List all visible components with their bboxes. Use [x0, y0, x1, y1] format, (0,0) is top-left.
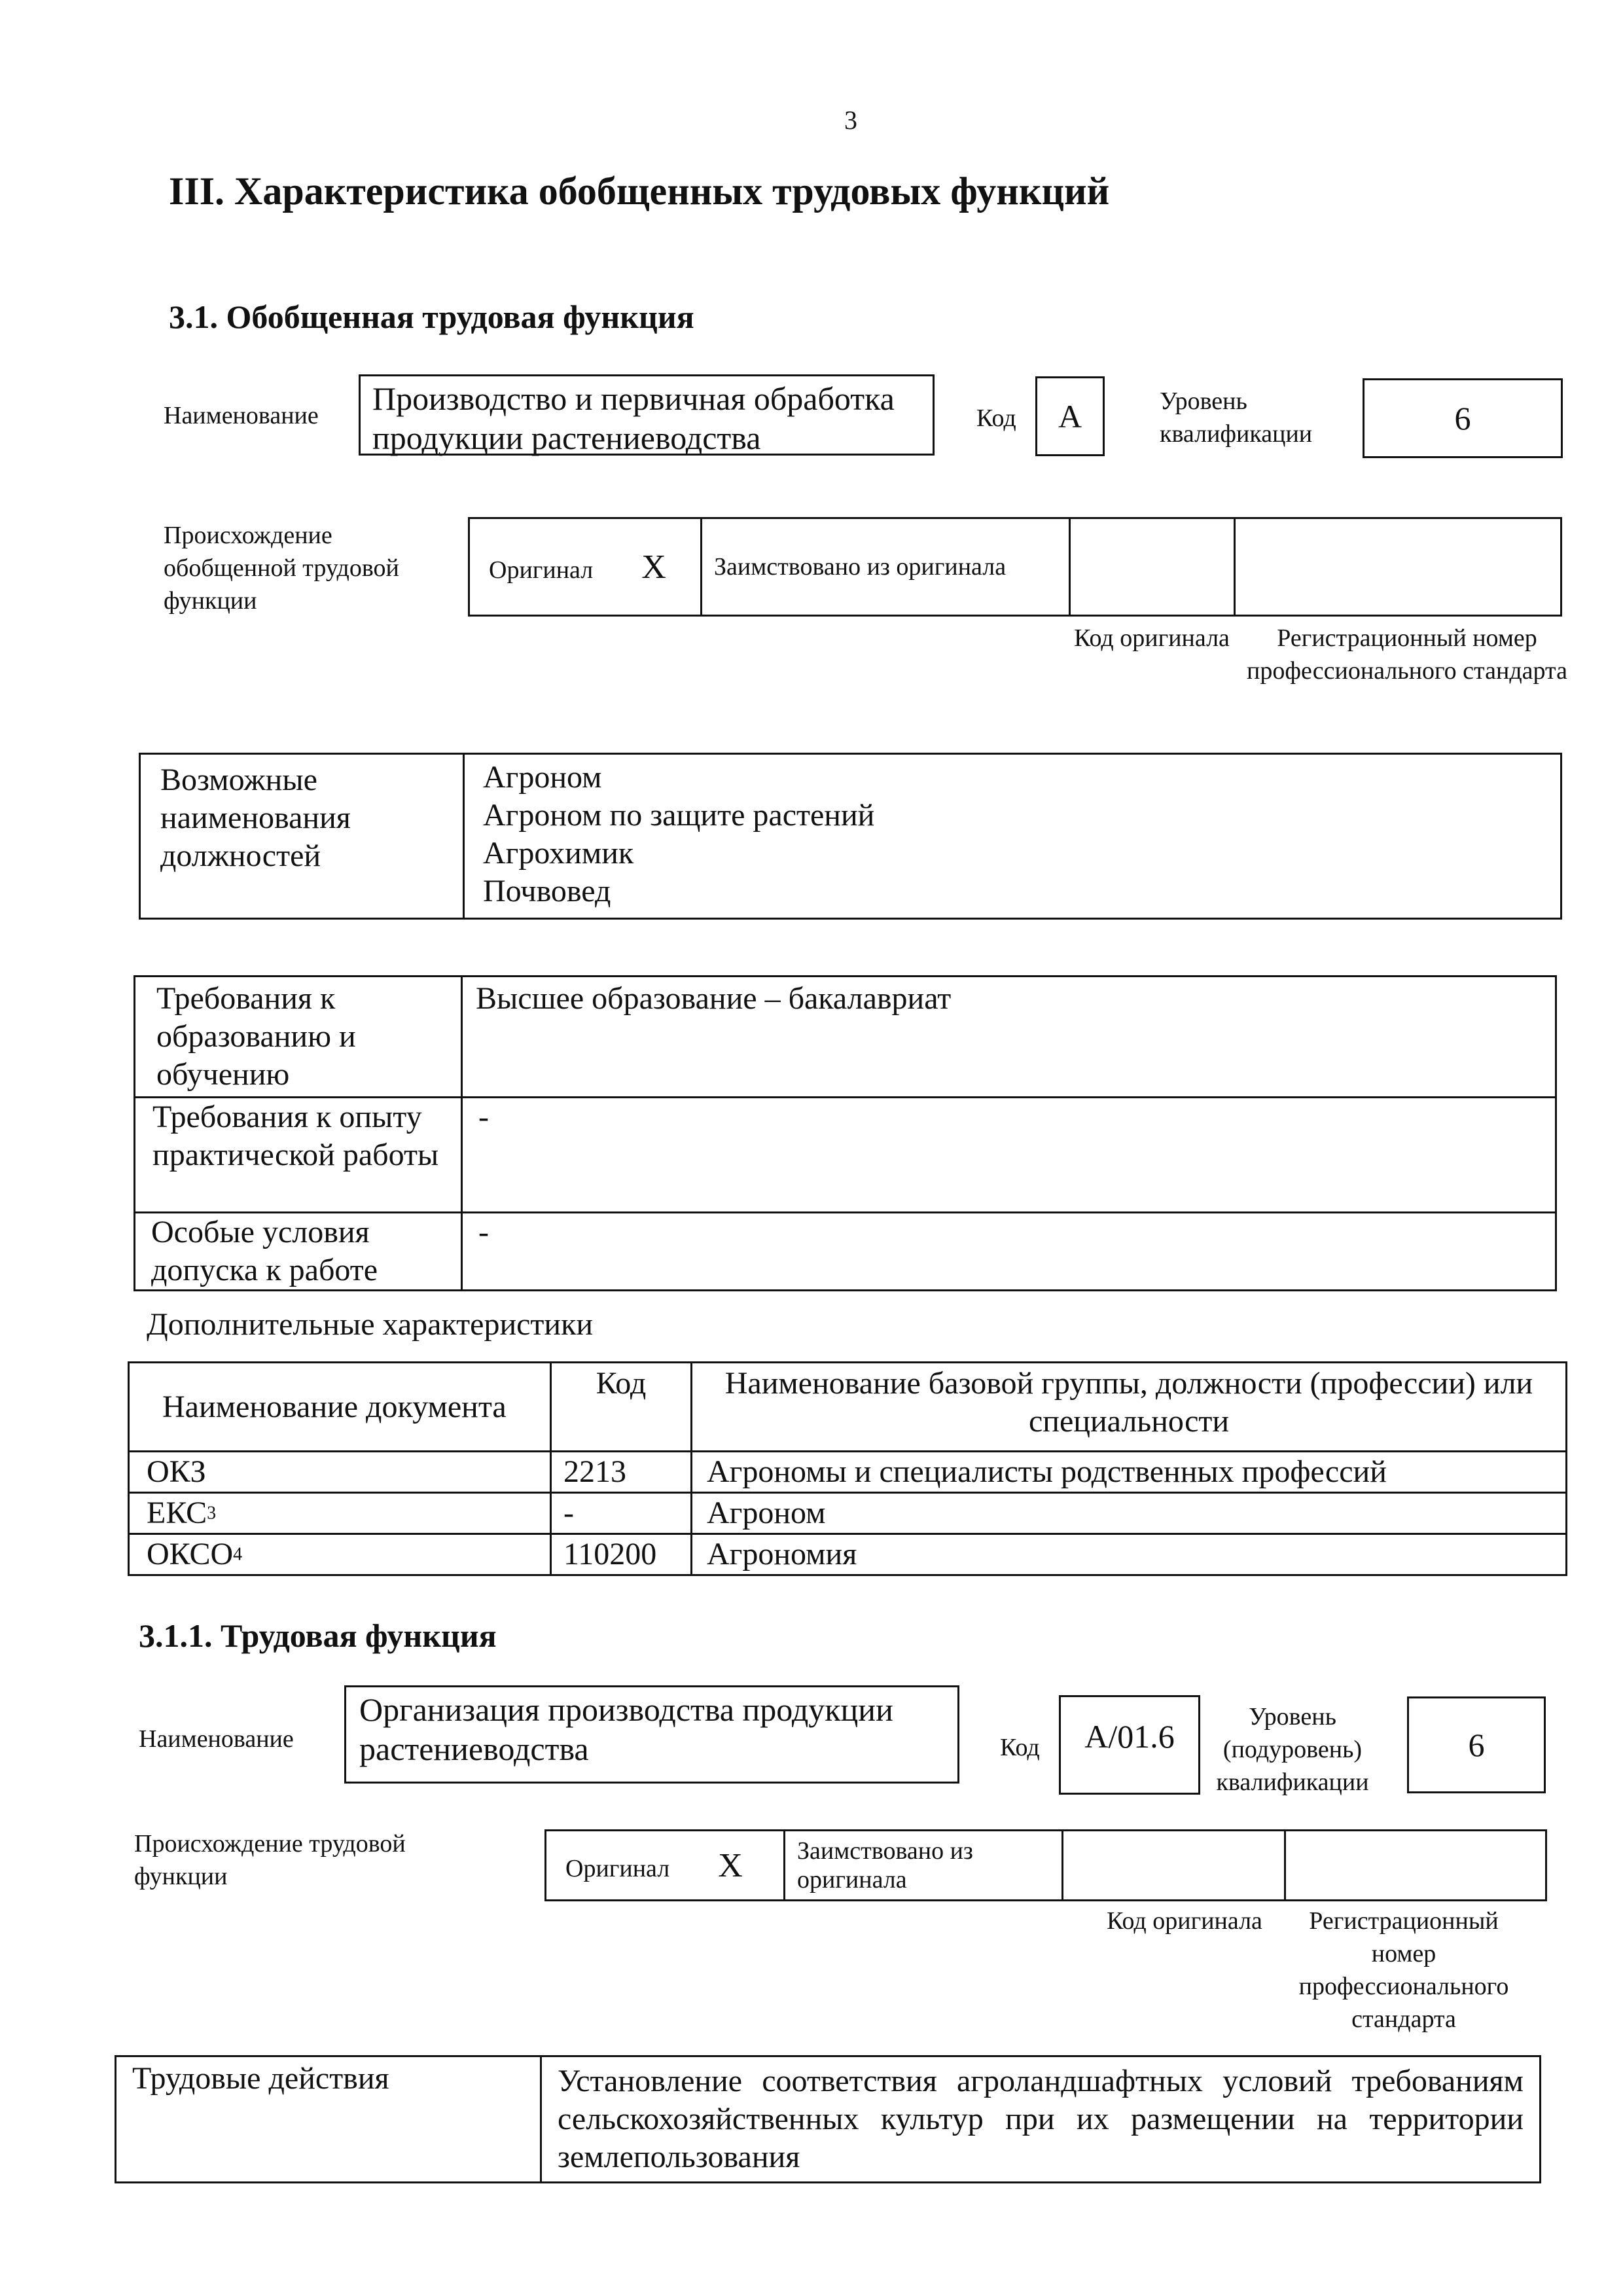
tf-reg-number-cell [1285, 1831, 1546, 1901]
additional-row-name: Агроном [707, 1496, 826, 1530]
additional-header-doc: Наименование документа [162, 1389, 507, 1424]
positions-table [139, 753, 1562, 920]
gtf-heading: 3.1. Обобщенная трудовая функция [169, 298, 694, 335]
actions-table [115, 2055, 1541, 2183]
gtf-code-value: А [1035, 376, 1105, 456]
footnote-mark: 3 [207, 1503, 217, 1524]
gtf-origin-label: Происхождение обобщенной трудовой функции [164, 522, 399, 615]
position-item: Агроном по защите растений [483, 798, 875, 833]
gtf-level-value: 6 [1363, 378, 1563, 458]
gtf-borrowed-label: Заимствовано из оригинала [714, 553, 1007, 581]
tf-code-value: А/01.6 [1059, 1695, 1200, 1795]
page-number: 3 [844, 105, 857, 135]
gtf-level-label: Уровень квалификации [1160, 387, 1313, 448]
additional-table [128, 1361, 1567, 1576]
req-experience-value: - [478, 1100, 489, 1134]
additional-row-doc: ОКЗ [147, 1454, 206, 1489]
tf-orig-code-cell [1063, 1831, 1285, 1901]
additional-row-code: - [563, 1496, 574, 1530]
position-item: Агроном [483, 760, 602, 795]
additional-header-name: Наименование базовой группы, должности (профессии) или специальности [724, 1366, 1533, 1439]
gtf-name-label: Наименование [164, 402, 319, 429]
actions-label: Трудовые действия [132, 2061, 389, 2096]
additional-row-doc: ЕКС [147, 1496, 207, 1530]
additional-row-name: Агрономия [707, 1537, 857, 1571]
gtf-orig-code-cell [1070, 518, 1235, 616]
footnote-mark: 4 [233, 1544, 243, 1565]
additional-row-code: 110200 [563, 1537, 657, 1571]
gtf-original-mark: Х [641, 548, 666, 586]
req-special-label: Особые условия допуска к работе [151, 1215, 378, 1287]
section-title: III. Характеристика обобщенных трудовых функций [169, 170, 1110, 213]
gtf-reg-number-cell [1235, 518, 1561, 616]
actions-value: Установление соответствия агроландшафтных условий требованиям сельскохозяйственных культур при их размещении на территории землепользования [558, 2064, 1524, 2174]
tf-original-mark: Х [718, 1846, 743, 1884]
additional-heading: Дополнительные характеристики [147, 1307, 594, 1342]
additional-row-doc: ОКСО [147, 1537, 234, 1571]
req-education-label: Требования к образованию и обучению [156, 981, 356, 1092]
tf-name-value: Организация производства продукции растениеводства [359, 1691, 893, 1767]
tf-name-label: Наименование [139, 1725, 294, 1753]
tf-orig-code-caption: Код оригинала [1107, 1907, 1262, 1935]
tf-origin-table [544, 1829, 1547, 1901]
requirements-table [134, 975, 1557, 1291]
tf-level-label: Уровень (подуровень) квалификации [1216, 1703, 1369, 1796]
tf-heading: 3.1.1. Трудовая функция [139, 1617, 497, 1654]
gtf-origin-table [468, 517, 1562, 617]
req-education-value: Высшее образование – бакалавриат [476, 981, 952, 1016]
tf-original-label: Оригинал [565, 1854, 670, 1882]
gtf-name-field [359, 374, 935, 456]
additional-row-code: 2213 [563, 1454, 626, 1489]
tf-reg-number-caption: Регистрационный номер профессионального стандарта [1298, 1907, 1509, 2033]
gtf-orig-code-caption: Код оригинала [1074, 624, 1230, 652]
additional-row-name: Агрономы и специалисты родственных профессий [707, 1454, 1387, 1489]
gtf-code-label: Код [976, 404, 1016, 432]
tf-code-label: Код [1000, 1734, 1040, 1761]
positions-label: Возможные наименования должностей [160, 762, 351, 873]
tf-level-value: 6 [1407, 1696, 1546, 1793]
gtf-original-label: Оригинал [489, 556, 594, 584]
tf-borrowed-label: Заимствовано из оригинала [797, 1837, 973, 1893]
gtf-name-value: Производство и первичная обработка продукции растениеводства [372, 380, 895, 456]
tf-name-field [344, 1685, 959, 1784]
tf-origin-label: Происхождение трудовой функции [134, 1830, 406, 1890]
req-experience-label: Требования к опыту практической работы [152, 1100, 439, 1172]
req-special-value: - [478, 1215, 489, 1249]
position-item: Почвовед [483, 874, 611, 908]
position-item: Агрохимик [483, 836, 634, 870]
gtf-reg-number-caption: Регистрационный номер профессионального стандарта [1247, 624, 1567, 685]
additional-header-code: Код [596, 1366, 647, 1401]
